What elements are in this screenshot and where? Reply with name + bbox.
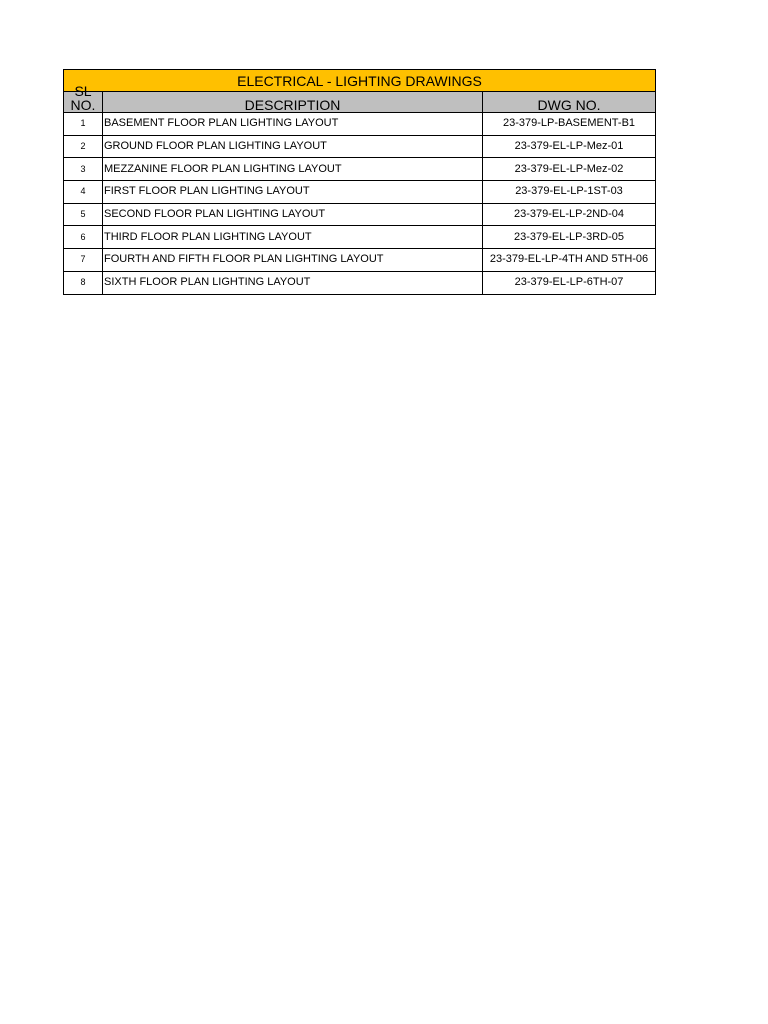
row-number-cell: 2 <box>64 135 103 158</box>
table-row <box>64 271 656 294</box>
row-dwg-number-cell: 23-379-EL-LP-4TH AND 5TH-06 <box>483 249 656 272</box>
table-body <box>64 113 656 295</box>
table-row <box>64 226 656 249</box>
row-description-cell: SECOND FLOOR PLAN LIGHTING LAYOUT <box>103 203 483 226</box>
header-no <box>64 83 103 113</box>
table-row <box>64 158 656 181</box>
table-row <box>64 113 656 136</box>
table-row <box>64 135 656 158</box>
row-description-cell: FOURTH AND FIFTH FLOOR PLAN LIGHTING LAYOUT <box>103 249 483 272</box>
table-row <box>64 249 656 272</box>
row-number-cell: 4 <box>64 181 103 204</box>
row-number-cell: 8 <box>64 271 103 294</box>
row-dwg-number-cell: 23-379-EL-LP-3RD-05 <box>483 226 656 249</box>
row-dwg-number-cell: 23-379-LP-BASEMENT-B1 <box>483 113 656 136</box>
row-dwg-number-cell: 23-379-EL-LP-Mez-01 <box>483 135 656 158</box>
header-description: DESCRIPTION <box>103 92 483 113</box>
row-description-cell: MEZZANINE FLOOR PLAN LIGHTING LAYOUT <box>103 158 483 181</box>
header-no-label: NO. <box>70 97 96 113</box>
row-description-cell: GROUND FLOOR PLAN LIGHTING LAYOUT <box>103 135 483 158</box>
row-dwg-number-cell: 23-379-EL-LP-1ST-03 <box>483 181 656 204</box>
row-description-cell: FIRST FLOOR PLAN LIGHTING LAYOUT <box>103 181 483 204</box>
row-number-cell: 3 <box>64 158 103 181</box>
row-number-cell: 1 <box>64 113 103 136</box>
table-row <box>64 181 656 204</box>
drawing-list-table <box>63 69 656 295</box>
table-title: ELECTRICAL - LIGHTING DRAWINGS <box>64 70 656 92</box>
table-row <box>64 203 656 226</box>
header-dwg-no: DWG NO. <box>483 92 656 113</box>
row-number-cell: 6 <box>64 226 103 249</box>
table-title-row <box>64 70 656 92</box>
row-description-cell: THIRD FLOOR PLAN LIGHTING LAYOUT <box>103 226 483 249</box>
row-dwg-number-cell: 23-379-EL-LP-6TH-07 <box>483 271 656 294</box>
table-header-row <box>64 92 656 113</box>
header-no-top-clipped: SL <box>74 83 92 99</box>
row-dwg-number-cell: 23-379-EL-LP-2ND-04 <box>483 203 656 226</box>
row-number-cell: 7 <box>64 249 103 272</box>
row-description-cell: BASEMENT FLOOR PLAN LIGHTING LAYOUT <box>103 113 483 136</box>
row-dwg-number-cell: 23-379-EL-LP-Mez-02 <box>483 158 656 181</box>
row-description-cell: SIXTH FLOOR PLAN LIGHTING LAYOUT <box>103 271 483 294</box>
row-number-cell: 5 <box>64 203 103 226</box>
